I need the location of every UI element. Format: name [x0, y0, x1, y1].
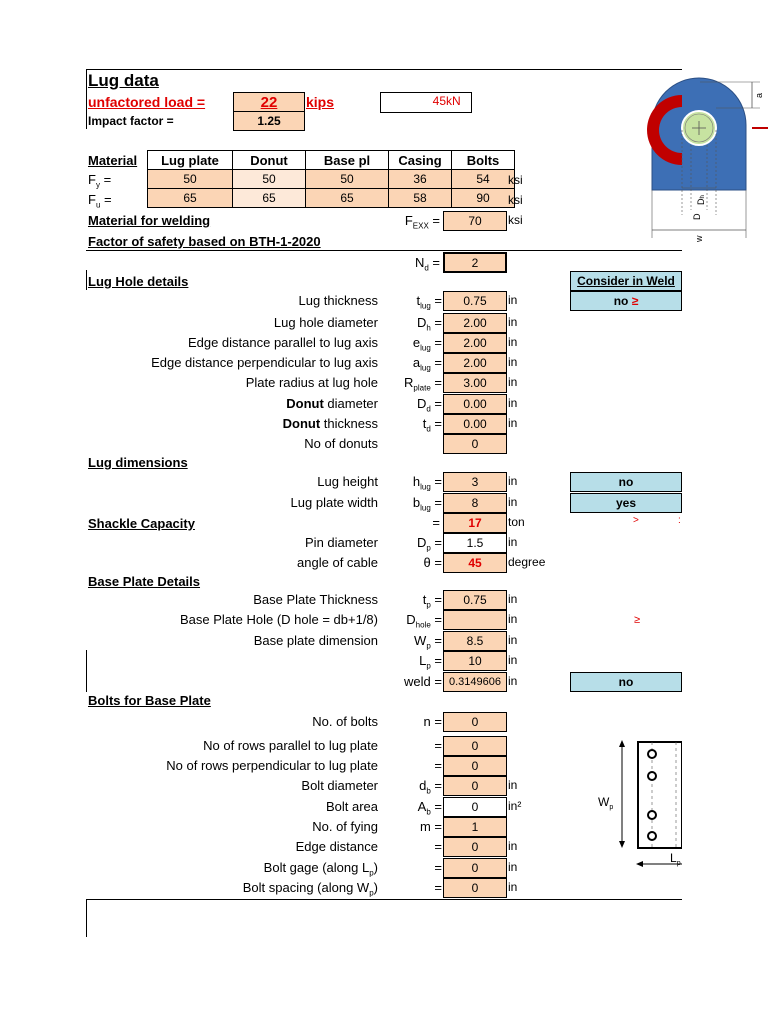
lughole-label-text-5: diameter	[323, 396, 378, 411]
bolt-unit-3: in	[508, 778, 518, 792]
bolt-sym-4: A	[417, 799, 427, 814]
lughole-sub-4: plate	[413, 383, 431, 393]
base-symbol-0	[380, 592, 442, 610]
dim-w-label: w	[694, 235, 704, 242]
lughole-label-text-6: thickness	[320, 416, 378, 431]
bolt-label-4	[326, 799, 378, 814]
bolt-hole-3	[648, 811, 656, 819]
pin-eq-0: =	[430, 535, 442, 550]
fu-symbol	[88, 192, 112, 210]
fy-lug[interactable]: 50	[148, 170, 233, 189]
base-unit-2: in	[508, 633, 518, 647]
bolt-symbol-1	[380, 738, 442, 753]
lughole-unit-5: in	[508, 396, 518, 410]
base-sym-4: weld	[404, 674, 431, 689]
lughole-symbol-6	[380, 416, 442, 434]
lughole-sub-6: d	[426, 424, 431, 434]
lughole-eq-4: =	[430, 375, 442, 390]
fy-tail: =	[99, 172, 112, 187]
lughole-label-4	[246, 375, 378, 390]
pin-unit-0: in	[508, 535, 518, 549]
fu-donut[interactable]: 65	[233, 189, 306, 208]
dh-label-sub: h	[700, 195, 706, 199]
lugdim-symbol-1	[380, 495, 442, 513]
base-sub-2: p	[426, 641, 431, 651]
pin-unit-1: degree	[508, 555, 546, 569]
bolt-eq-6: =	[434, 839, 442, 854]
bolt-unit-8: in	[508, 880, 518, 894]
bolt-unit-6: in	[508, 839, 518, 853]
pin-symbol-0	[380, 535, 442, 553]
fy-donut[interactable]: 50	[233, 170, 306, 189]
pin-label-text-0: Pin diameter	[305, 535, 378, 550]
lugdim-value-1[interactable]: 8	[443, 493, 507, 513]
lughole-value-1[interactable]: 2.00	[443, 313, 507, 333]
base-sub-0: p	[426, 600, 431, 610]
col-base-pl: Base pl	[306, 151, 389, 170]
lughole-value-5[interactable]: 0.00	[443, 394, 507, 414]
bolt-value-0[interactable]: 0	[443, 712, 507, 732]
fy-row	[148, 170, 515, 189]
lp-label-sub: p	[676, 860, 681, 867]
lughole-eq-5: =	[430, 396, 442, 411]
dim-wp-label	[598, 795, 613, 811]
shackle-eq: =	[432, 515, 440, 530]
impact-input[interactable]: 1.25	[233, 111, 305, 131]
bolt-symbol-7	[380, 860, 442, 875]
pin-label-1	[297, 555, 378, 570]
lughole-symbol-2	[380, 335, 442, 353]
bolt-label-text-7: Bolt gage (along L	[263, 860, 370, 875]
load-kn-number: 45	[432, 94, 446, 108]
bolt-symbol-8	[380, 880, 442, 895]
base-plate-rect	[638, 742, 682, 848]
bolt-label-8	[243, 880, 378, 898]
lugdim-value-0[interactable]: 3	[443, 472, 507, 492]
base-unit-4: in	[508, 674, 518, 688]
bolt-value-7[interactable]: 0	[443, 858, 507, 878]
lughole-label-text-2: Edge distance parallel to lug axis	[187, 335, 378, 350]
pin-sym-0: D	[416, 535, 427, 550]
lughole-unit-6: in	[508, 416, 518, 430]
col-donut: Donut	[233, 151, 306, 170]
lughole-label-bold-6: Donut	[282, 416, 321, 431]
fu-tail: =	[100, 192, 112, 207]
lughole-sym-3: a	[412, 355, 421, 370]
lugdim-eq-1: =	[430, 495, 442, 510]
lughole-unit-2: in	[508, 335, 518, 349]
fexx-sub: EXX	[412, 221, 429, 231]
wp-arrow-bottom	[619, 841, 625, 848]
base-eq-3: =	[430, 653, 442, 668]
lughole-label-0	[299, 293, 379, 308]
lughole-sym-4: R	[404, 375, 414, 390]
lp-label-text: L	[670, 851, 677, 865]
lughole-eq-2: =	[430, 335, 442, 350]
bolt-eq-4: =	[430, 799, 442, 814]
bolt-eq-5: =	[430, 819, 442, 834]
bolt-label-text-5: No. of fying	[312, 819, 378, 834]
lugdim-label-0	[317, 474, 378, 489]
lughole-sub-2: lug	[420, 343, 431, 353]
consider-mark: ≥	[631, 294, 639, 308]
base-value-4[interactable]: 0.3149606	[443, 672, 507, 692]
lp-arrow-left	[636, 861, 643, 867]
lughole-sub-1: h	[426, 323, 431, 333]
bolt-value-3[interactable]: 0	[443, 776, 507, 796]
dim-a-label: a	[754, 92, 764, 98]
lugdim-label-text-1: Lug plate width	[290, 495, 378, 510]
fexx-sym: F	[404, 213, 413, 228]
bolt-value-5[interactable]: 1	[443, 817, 507, 837]
shackle-mark2: :	[678, 515, 681, 526]
wp-label-text: W	[598, 795, 610, 809]
impact-label: Impact factor =	[88, 114, 174, 128]
lug-hole-header: Lug Hole details	[88, 274, 189, 289]
bolt-symbol-5	[380, 819, 442, 834]
consider-value[interactable]	[570, 291, 682, 311]
fy-base[interactable]: 50	[306, 170, 389, 189]
nd-symbol	[380, 255, 440, 273]
bolt-symbol-0	[380, 714, 442, 729]
base-label-text-2: Base plate dimension	[253, 633, 378, 648]
bolt-unit-4: in²	[508, 799, 522, 813]
fy-sym: F	[88, 172, 96, 187]
bolt-label-text-0: No. of bolts	[312, 714, 378, 729]
lughole-label-2	[188, 335, 378, 350]
lughole-sym-2: e	[412, 335, 421, 350]
lugdim-unit-0: in	[508, 474, 518, 488]
bolt-label-0	[312, 714, 378, 729]
lughole-symbol-1	[380, 315, 442, 333]
bolt-label-sub-8: p	[369, 888, 374, 898]
fy-bolts[interactable]: 54	[452, 170, 515, 189]
bolt-label-sub-7: p	[369, 868, 374, 878]
bolt-label-text-4: Bolt area	[325, 799, 378, 814]
bolt-unit-7: in	[508, 860, 518, 874]
consider-header: Consider in Weld	[570, 271, 682, 291]
lugdim-label-1	[291, 495, 378, 510]
lughole-symbol-4	[380, 375, 442, 393]
hole-mark: ≥	[634, 614, 641, 626]
load-kn-unit: kN	[446, 94, 461, 108]
safety-line	[86, 250, 682, 251]
bolt-value-8[interactable]: 0	[443, 878, 507, 898]
fy-symbol	[88, 172, 111, 190]
lugdim-flag-0[interactable]: no	[570, 472, 682, 492]
base-value-3[interactable]: 10	[443, 651, 507, 671]
base-value-2[interactable]: 8.5	[443, 631, 507, 651]
bolt-label-tail-7: )	[373, 860, 378, 875]
bolt-sym-0: n	[423, 714, 431, 729]
lughole-unit-0: in	[508, 293, 518, 307]
wp-arrow-top	[619, 740, 625, 747]
load-input[interactable]: 22	[233, 92, 305, 113]
lugdim-label-text-0: Lug height	[317, 474, 378, 489]
pin-sub-0: p	[426, 543, 431, 553]
shackle-header: Shackle Capacity	[88, 516, 195, 531]
lughole-sub-3: lug	[420, 363, 431, 373]
pin-sym-1: θ	[423, 555, 431, 570]
bolt-label-tail-8: )	[373, 880, 378, 895]
base-eq-2: =	[430, 633, 442, 648]
base-symbol-2	[380, 633, 442, 651]
bottom-rule	[86, 899, 682, 900]
lughole-sym-6: t	[422, 416, 427, 431]
bolt-label-6	[296, 839, 378, 854]
bolt-eq-2: =	[434, 758, 442, 773]
safety-label: Factor of safety based on BTH-1-2020	[88, 234, 321, 249]
bolts-header: Bolts for Base Plate	[88, 693, 211, 708]
bolt-eq-1: =	[434, 738, 442, 753]
bolt-hole-4	[648, 832, 656, 840]
lughole-label-text-7: No of donuts	[304, 436, 378, 451]
bolt-sym-5: m	[419, 819, 431, 834]
bolt-label-text-1: No of rows parallel to lug plate	[203, 738, 378, 753]
bolt-value-6[interactable]: 0	[443, 837, 507, 857]
lughole-value-0[interactable]: 0.75	[443, 291, 507, 311]
lughole-symbol-3	[380, 355, 442, 373]
lughole-sub-0: lug	[420, 301, 431, 311]
bolt-value-1[interactable]: 0	[443, 736, 507, 756]
lughole-label-6	[283, 416, 378, 431]
dim-lp-label	[670, 851, 681, 867]
bolt-label-3	[301, 778, 378, 793]
bolt-label-7	[264, 860, 378, 878]
fu-row	[148, 189, 515, 208]
lughole-sub-5: d	[426, 404, 431, 414]
base-sub-1: hole	[415, 620, 431, 630]
lughole-unit-1: in	[508, 315, 518, 329]
lugdim-unit-1: in	[508, 495, 518, 509]
lughole-label-7	[304, 436, 378, 451]
lughole-value-2[interactable]: 2.00	[443, 333, 507, 353]
pin-eq-1: =	[430, 555, 442, 570]
fu-base[interactable]: 65	[306, 189, 389, 208]
base-label-0	[253, 592, 378, 607]
base-eq-4: =	[430, 674, 442, 689]
base-value-1[interactable]	[443, 610, 507, 630]
pin-label-0	[305, 535, 378, 550]
lughole-label-text-0: Lug thickness	[298, 293, 378, 308]
fy-casing[interactable]: 36	[389, 170, 452, 189]
base-unit-3: in	[508, 653, 518, 667]
bolt-eq-7: =	[434, 860, 442, 875]
load-label: unfactored load =	[88, 94, 206, 110]
base-value-0[interactable]: 0.75	[443, 590, 507, 610]
base-sym-0: t	[422, 592, 427, 607]
bolt-symbol-4	[380, 799, 442, 817]
bolt-label-text-8: Bolt spacing (along W	[242, 880, 370, 895]
fu-sub: u	[95, 200, 101, 210]
col-bolts: Bolts	[452, 151, 515, 170]
bolt-symbol-6	[380, 839, 442, 854]
lugdim-eq-0: =	[430, 474, 442, 489]
nd-sym: N	[414, 255, 425, 270]
lugdim-flag-1[interactable]: yes	[570, 493, 682, 513]
fu-unit: ksi	[508, 193, 523, 207]
lughole-value-6[interactable]: 0.00	[443, 414, 507, 434]
lugdim-sub-1: lug	[420, 503, 431, 513]
bolt-label-text-6: Edge distance	[295, 839, 378, 854]
bolt-label-1	[203, 738, 378, 753]
nd-input[interactable]: 2	[443, 252, 507, 273]
lughole-eq-6: =	[430, 416, 442, 431]
dh-label-text: D	[696, 198, 706, 205]
lug-dim-header: Lug dimensions	[88, 455, 188, 470]
bolt-sub-3: b	[426, 786, 431, 796]
fu-bolts[interactable]: 90	[452, 189, 515, 208]
lughole-value-3[interactable]: 2.00	[443, 353, 507, 373]
bolt-value-4[interactable]: 0	[443, 797, 507, 817]
col-lug-plate: Lug plate	[148, 151, 233, 170]
base-sym-1: D	[406, 612, 416, 627]
bolt-symbol-3	[380, 778, 442, 796]
shackle-mark: >	[633, 515, 639, 526]
bolt-label-text-3: Bolt diameter	[301, 778, 378, 793]
lughole-unit-4: in	[508, 375, 518, 389]
bolt-hole-1	[648, 750, 656, 758]
lughole-eq-1: =	[430, 315, 442, 330]
lughole-value-7[interactable]: 0	[443, 434, 507, 454]
pin-value-1[interactable]: 45	[443, 553, 507, 573]
lugdim-sub-0: lug	[420, 482, 431, 492]
top-border	[86, 69, 682, 70]
left-rule-2	[86, 650, 87, 692]
weld-flag[interactable]: no	[570, 672, 682, 692]
lughole-symbol-5	[380, 396, 442, 414]
base-label-text-1: Base Plate Hole (D hole = db+1/8)	[179, 612, 378, 627]
left-rule-1	[86, 270, 87, 290]
lughole-label-text-3: Edge distance perpendicular to lug axis	[151, 355, 378, 370]
pin-value-0[interactable]: 1.5	[443, 533, 507, 553]
bolt-label-5	[312, 819, 378, 834]
pin-symbol-1	[380, 555, 442, 570]
base-label-text-0: Base Plate Thickness	[253, 592, 378, 607]
material-table	[147, 150, 515, 208]
lughole-label-text-1: Lug hole diameter	[273, 315, 378, 330]
bolt-eq-0: =	[430, 714, 442, 729]
left-border	[86, 69, 87, 129]
base-sub-3: p	[426, 661, 431, 671]
material-header: Material	[88, 153, 138, 168]
welding-label: Material for welding	[88, 213, 211, 228]
bolt-eq-3: =	[430, 778, 442, 793]
bolt-value-2[interactable]: 0	[443, 756, 507, 776]
lugdim-sym-1: b	[412, 495, 421, 510]
fu-casing[interactable]: 58	[389, 189, 452, 208]
base-unit-1: in	[508, 612, 518, 626]
nd-tail: =	[428, 255, 440, 270]
lughole-value-4[interactable]: 3.00	[443, 373, 507, 393]
lughole-sym-0: t	[416, 293, 421, 308]
base-eq-0: =	[430, 592, 442, 607]
base-label-2	[254, 633, 378, 648]
lughole-eq-0: =	[430, 293, 442, 308]
fexx-tail: =	[428, 213, 440, 228]
base-sym-2: W	[414, 633, 427, 648]
fexx-symbol	[380, 213, 440, 231]
base-unit-0: in	[508, 592, 518, 606]
bolt-label-2	[166, 758, 378, 773]
pin-label-text-1: angle of cable	[297, 555, 378, 570]
lug-diagram	[640, 70, 768, 245]
lughole-eq-3: =	[430, 355, 442, 370]
load-unit: kips	[306, 94, 335, 110]
nd-sub: d	[424, 263, 429, 273]
base-symbol-3	[380, 653, 442, 671]
lughole-label-3	[151, 355, 378, 370]
bottom-left-rule	[86, 899, 87, 937]
dim-d-label: D	[692, 213, 702, 220]
fy-sub: y	[95, 180, 100, 190]
lugdim-symbol-0	[380, 474, 442, 492]
lughole-symbol-0	[380, 293, 442, 311]
bolt-sub-4: b	[426, 807, 431, 817]
page-title: Lug data	[88, 71, 159, 90]
lughole-unit-3: in	[508, 355, 518, 369]
lughole-label-bold-5: Donut	[286, 396, 324, 411]
base-symbol-1	[380, 612, 442, 630]
fexx-unit: ksi	[508, 213, 523, 227]
dim-dh-label	[696, 195, 706, 205]
lughole-label-text-4: Plate radius at lug hole	[245, 375, 378, 390]
fy-unit: ksi	[508, 173, 523, 187]
shackle-unit: ton	[508, 515, 525, 529]
base-eq-1: =	[430, 612, 442, 627]
fu-lug[interactable]: 65	[148, 189, 233, 208]
bolt-symbol-2	[380, 758, 442, 773]
load-kn-value	[380, 94, 446, 108]
base-plate-header: Base Plate Details	[88, 574, 201, 589]
base-symbol-4	[380, 674, 442, 689]
bolt-sym-3: d	[419, 778, 427, 793]
wp-label-sub: p	[609, 804, 614, 811]
fu-sym: F	[88, 192, 96, 207]
lugdim-sym-0: h	[412, 474, 421, 489]
lughole-sym-1: D	[416, 315, 427, 330]
base-plate-diagram	[596, 736, 682, 868]
material-header-row	[148, 151, 515, 170]
lughole-label-5	[286, 396, 378, 411]
lughole-label-1	[274, 315, 378, 330]
bolt-eq-8: =	[434, 880, 442, 895]
lughole-sym-5: D	[416, 396, 427, 411]
consider-no: no	[613, 294, 629, 308]
bolt-label-text-2: No of rows perpendicular to lug plate	[166, 758, 378, 773]
bolt-hole-2	[648, 772, 656, 780]
base-sym-3: L	[419, 653, 427, 668]
base-label-1	[180, 612, 378, 627]
fexx-input[interactable]: 70	[443, 211, 507, 231]
shackle-value[interactable]: 17	[443, 513, 507, 533]
col-casing: Casing	[389, 151, 452, 170]
